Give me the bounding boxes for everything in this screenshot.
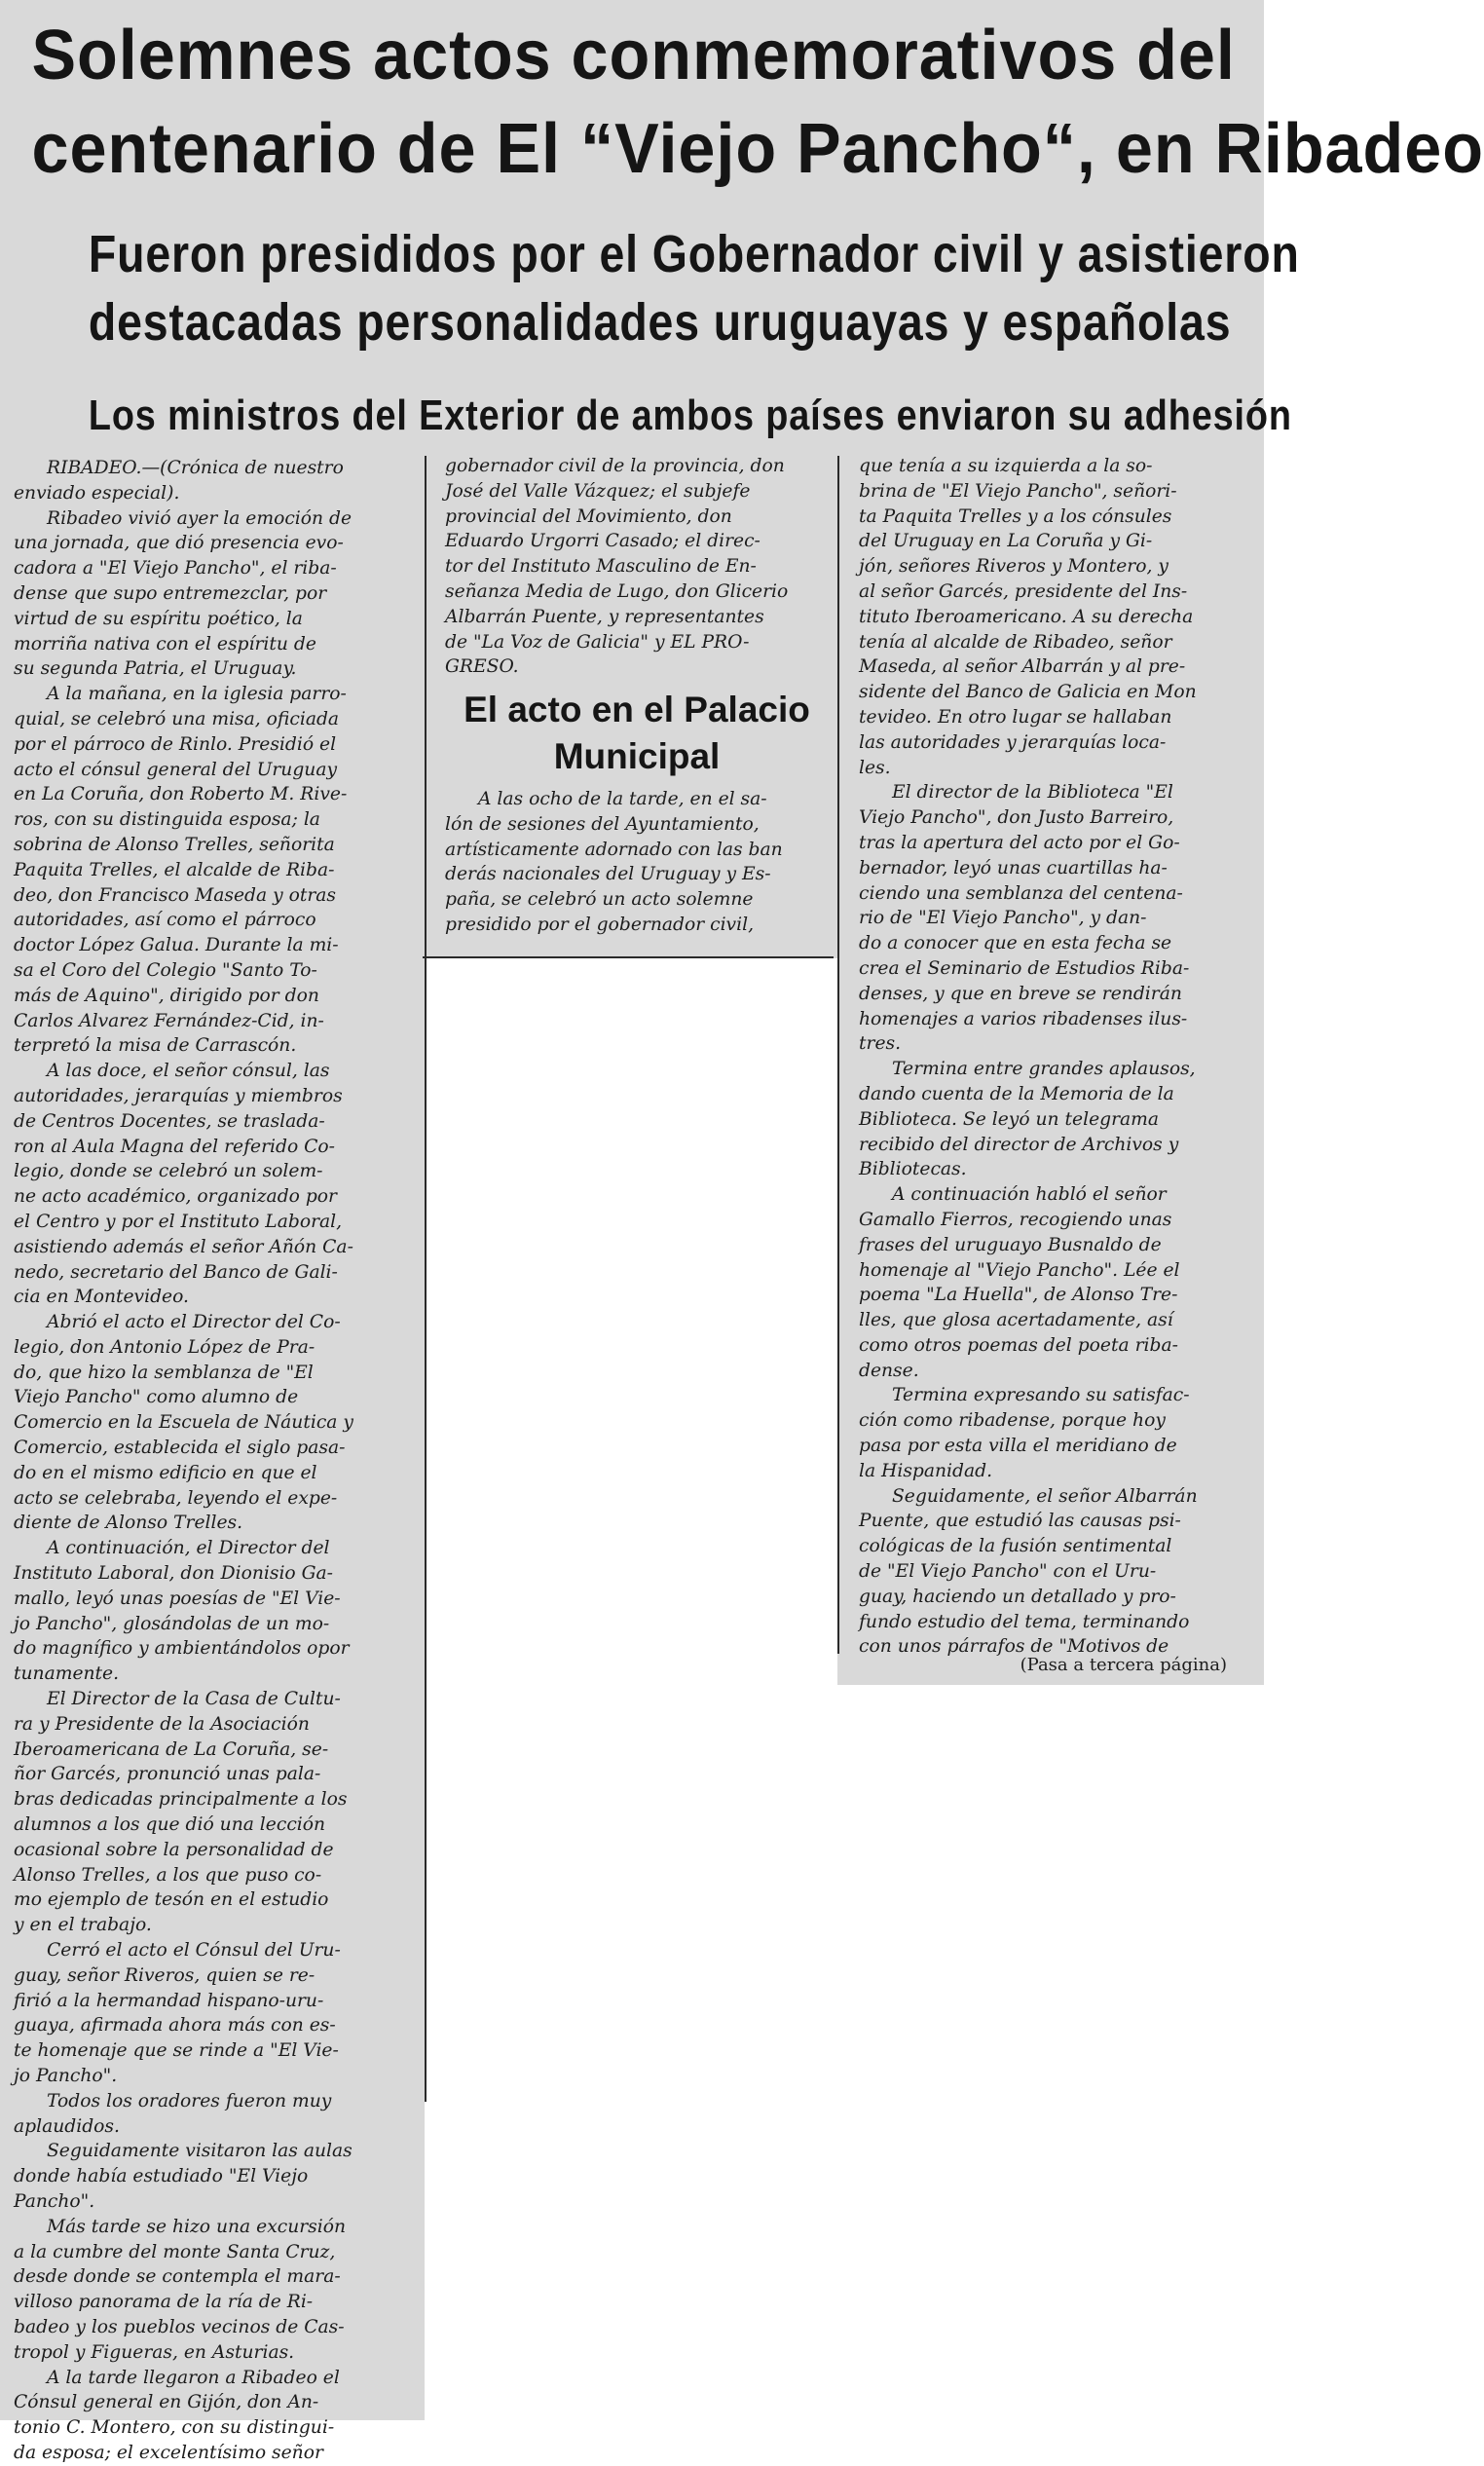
text-line: ta Paquita Trelles y a los cónsules <box>859 505 1172 527</box>
text-line: acto se celebraba, leyendo el expe- <box>14 1487 338 1509</box>
text-line: con unos párrafos de "Motivos de <box>859 1636 1169 1658</box>
text-line: mallo, leyó unas poesías de "El Vie- <box>14 1588 341 1609</box>
text-line: fundo estudio del tema, terminando <box>859 1611 1190 1632</box>
text-line: A las doce, el señor cónsul, las <box>47 1061 330 1082</box>
text-line: por el párroco de Rinlo. Presidió el <box>14 733 337 755</box>
text-line: Cónsul general en Gijón, don An- <box>14 2392 319 2413</box>
text-line: virtud de su espíritu poético, la <box>14 608 303 629</box>
text-line: cadora a "El Viejo Pancho", el riba- <box>14 558 337 579</box>
text-line: de "El Viejo Pancho" con el Uru- <box>859 1561 1157 1583</box>
text-line: quial, se celebró una misa, oficiada <box>14 708 340 729</box>
text-line: tituto Iberoamericano. A su derecha <box>859 606 1194 627</box>
text-line: tres. <box>859 1033 902 1055</box>
text-line: sa el Coro del Colegio "Santo To- <box>14 959 317 981</box>
text-line: bras dedicadas principalmente a los <box>14 1789 348 1811</box>
text-line: frases del uruguayo Busnaldo de <box>859 1234 1162 1255</box>
text-line: do magnífico y ambientándolos opor <box>14 1638 350 1660</box>
text-line: do en el mismo edificio en que el <box>14 1462 317 1483</box>
text-line: ne acto académico, organizado por <box>14 1186 337 1208</box>
text-line: el Centro y por el Instituto Laboral, <box>14 1211 343 1232</box>
text-line: bernador, leyó unas cuartillas ha- <box>859 857 1168 878</box>
text-line: presidido por el gobernador civil, <box>445 914 755 935</box>
text-line: jón, señores Riveros y Montero, y <box>859 556 1169 578</box>
text-line: GRESO. <box>445 656 519 678</box>
text-line: autoridades, jerarquías y miembros <box>14 1085 343 1106</box>
text-line: cia en Montevideo. <box>14 1287 189 1308</box>
column-rule-2 <box>837 456 839 1654</box>
text-line: la Hispanidad. <box>859 1460 993 1481</box>
text-line: de "La Voz de Galicia" y EL PRO- <box>445 631 750 653</box>
article-column-2-bottom <box>445 787 833 938</box>
headline-line-2: centenario de El “Viejo Pancho“, en Ribadeo <box>31 110 1484 188</box>
text-line: do a conocer que en esta fecha se <box>859 933 1172 954</box>
text-line: badeo y los pueblos vecinos de Cas- <box>14 2316 345 2337</box>
text-line: dense que supo entremezclar, por <box>14 582 327 604</box>
clipping-cut-rule <box>423 956 834 958</box>
text-line: las autoridades y jerarquías loca- <box>859 731 1167 753</box>
text-line: da esposa; el excelentísimo señor <box>14 2442 323 2463</box>
text-line: guay, haciendo un detallado y pro- <box>859 1586 1176 1607</box>
text-line: RIBADEO.—(Crónica de nuestro <box>47 458 344 478</box>
text-line: tunamente. <box>14 1663 120 1685</box>
text-line: en La Coruña, don Roberto M. Rive- <box>14 784 348 805</box>
text-line: les. <box>859 757 891 778</box>
text-line: te homenaje que se rinde a "El Vie- <box>14 2040 339 2062</box>
text-line: que tenía a su izquierda a la so- <box>859 456 1153 476</box>
text-line: de Centros Docentes, se traslada- <box>14 1110 325 1132</box>
text-line: dense. <box>859 1360 919 1381</box>
text-line: jo Pancho", glosándolas de un mo- <box>14 1613 330 1634</box>
text-line: provincial del Movimiento, don <box>445 505 732 527</box>
text-line: una jornada, que dió presencia evo- <box>14 533 344 554</box>
headline-line-1: Solemnes actos conmemorativos del <box>31 17 1236 94</box>
text-line: Biblioteca. Se leyó un telegrama <box>859 1108 1160 1130</box>
text-line: del Uruguay en La Coruña y Gi- <box>859 531 1153 552</box>
text-line: Iberoamericana de La Coruña, se- <box>14 1738 329 1760</box>
text-line: lles, que glosa acertadamente, así <box>859 1310 1173 1331</box>
text-line: tropol y Figueras, en Asturias. <box>14 2341 295 2363</box>
text-line: Termina entre grandes aplausos, <box>892 1059 1196 1080</box>
text-line: guay, señor Riveros, quien se re- <box>14 1964 315 1986</box>
text-line: tor del Instituto Masculino de En- <box>445 556 757 578</box>
text-line: Pancho". <box>14 2190 95 2212</box>
text-line: ción como ribadense, porque hoy <box>859 1410 1166 1432</box>
text-line: Termina expresando su satisfac- <box>892 1385 1190 1406</box>
text-line: cológicas de la fusión sentimental <box>859 1536 1172 1557</box>
text-line: Viejo Pancho" como alumno de <box>14 1387 299 1408</box>
text-line: señanza Media de Lugo, don Glicerio <box>445 580 789 602</box>
text-line: donde había estudiado "El Viejo <box>14 2166 309 2187</box>
text-line: Paquita Trelles, el alcalde de Riba- <box>14 859 335 880</box>
article-column-2-top <box>445 454 833 680</box>
text-line: legio, don Antonio López de Pra- <box>14 1336 315 1358</box>
section-subhead: El acto en el Palacio Municipal <box>464 690 810 776</box>
article-column-1 <box>14 456 421 2466</box>
text-line: Ribadeo vivió ayer la emoción de <box>47 507 352 529</box>
text-line: ciendo una semblanza del centena- <box>859 882 1183 904</box>
text-line: Eduardo Urgorri Casado; el direc- <box>445 531 761 552</box>
text-line: El director de la Biblioteca "El <box>892 782 1173 803</box>
text-line: Instituto Laboral, don Dionisio Ga- <box>14 1563 333 1585</box>
deck-line-2: destacadas personalidades uruguayas y españolas <box>88 293 1232 352</box>
text-line: más de Aquino", dirigido por don <box>14 985 319 1006</box>
text-line: mo ejemplo de tesón en el estudio <box>14 1889 329 1911</box>
text-line: Viejo Pancho", don Justo Barreiro, <box>859 807 1174 829</box>
text-line: paña, se celebró un acto solemne <box>445 889 754 911</box>
text-line: brina de "El Viejo Pancho", señori- <box>859 480 1177 502</box>
text-line: Gamallo Fierros, recogiendo unas <box>859 1209 1172 1230</box>
text-line: denses, y que en breve se rendirán <box>859 983 1182 1004</box>
text-line: ra y Presidente de la Asociación <box>14 1713 310 1735</box>
text-line: rio de "El Viejo Pancho", y dan- <box>859 908 1147 929</box>
text-line: legio, donde se celebró un solem- <box>14 1161 323 1182</box>
deck-line-1: Fueron presididos por el Gobernador civil y asistieron <box>88 225 1300 283</box>
text-line: tonio C. Montero, con su distingui- <box>14 2417 335 2439</box>
text-line: Cerró el acto el Cónsul del Uru- <box>47 1940 341 1962</box>
text-line: ron al Aula Magna del referido Co- <box>14 1136 335 1157</box>
text-line: ocasional sobre la personalidad de <box>14 1839 334 1860</box>
text-line: Más tarde se hizo una excursión <box>47 2216 347 2237</box>
text-line: recibido del director de Archivos y <box>859 1134 1179 1155</box>
text-line: enviado especial). <box>14 482 180 504</box>
article-column-3 <box>859 454 1248 1660</box>
continuation-note: (Pasa a tercera página) <box>1020 1655 1227 1675</box>
text-line: dando cuenta de la Memoria de la <box>859 1083 1174 1104</box>
text-line: autoridades, así como el párroco <box>14 910 316 931</box>
text-line: tenía al alcalde de Ribadeo, señor <box>859 631 1172 653</box>
text-line: Todos los oradores fueron muy <box>47 2090 332 2111</box>
text-line: doctor López Galua. Durante la mi- <box>14 935 339 956</box>
text-line: diente de Alonso Trelles. <box>14 1513 243 1534</box>
text-line: terpretó la misa de Carrascón. <box>14 1035 297 1057</box>
text-line: Comercio, establecida el siglo pasa- <box>14 1438 346 1459</box>
text-line: desde donde se contempla el mara- <box>14 2266 341 2288</box>
text-line: poema "La Huella", de Alonso Tre- <box>859 1285 1178 1306</box>
text-line: El Director de la Casa de Cultu- <box>47 1689 341 1710</box>
text-line: Seguidamente, el señor Albarrán <box>892 1485 1198 1507</box>
text-line: A las ocho de la tarde, en el sa- <box>478 789 767 809</box>
text-line: lón de sesiones del Ayuntamiento, <box>445 813 760 835</box>
text-line: morriña nativa con el espíritu de <box>14 633 316 654</box>
text-line: Albarrán Puente, y representantes <box>445 606 764 627</box>
text-line: sidente del Banco de Galicia en Mon <box>859 682 1197 703</box>
text-line: Abrió el acto el Director del Co- <box>47 1312 341 1333</box>
text-line: artísticamente adornado con las ban <box>445 839 783 860</box>
text-line: Bibliotecas. <box>859 1159 967 1180</box>
text-line: asistiendo además el señor Añón Ca- <box>14 1236 353 1257</box>
text-line: A la mañana, en la iglesia parro- <box>47 684 347 705</box>
text-line: a la cumbre del monte Santa Cruz, <box>14 2241 336 2262</box>
text-line: firió a la hermandad hispano-uru- <box>14 1990 324 2011</box>
text-line: jo Pancho". <box>14 2066 118 2086</box>
text-line: derás nacionales del Uruguay y Es- <box>445 864 771 885</box>
text-line: deo, don Francisco Maseda y otras <box>14 884 337 906</box>
text-line: su segunda Patria, el Uruguay. <box>14 658 297 680</box>
text-line: Puente, que estudió las causas psi- <box>859 1511 1181 1532</box>
text-line: nedo, secretario del Banco de Gali- <box>14 1261 338 1283</box>
text-line: crea el Seminario de Estudios Riba- <box>859 957 1190 979</box>
text-line: al señor Garcés, presidente del Ins- <box>859 580 1188 602</box>
text-line: Alonso Trelles, a los que puso co- <box>14 1864 322 1886</box>
text-line: gobernador civil de la provincia, don <box>445 456 785 476</box>
text-line: tras la apertura del acto por el Go- <box>859 832 1180 853</box>
text-line: aplaudidos. <box>14 2115 120 2137</box>
text-line: sobrina de Alonso Trelles, señorita <box>14 834 335 855</box>
text-line: tevideo. En otro lugar se hallaban <box>859 706 1172 728</box>
text-line: A continuación habló el señor <box>892 1184 1167 1206</box>
text-line: homenajes a varios ribadenses ilus- <box>859 1008 1188 1029</box>
text-line: Carlos Alvarez Fernández-Cid, in- <box>14 1010 324 1031</box>
text-line: ros, con su distinguida esposa; la <box>14 809 320 831</box>
text-line: A continuación, el Director del <box>47 1538 330 1559</box>
text-line: ñor Garcés, pronunció unas pala- <box>14 1764 321 1785</box>
text-line: Comercio en la Escuela de Náutica y <box>14 1412 353 1434</box>
text-line: Seguidamente visitaron las aulas <box>47 2141 352 2162</box>
text-line: A la tarde llegaron a Ribadeo el <box>47 2367 340 2388</box>
text-line: homenaje al "Viejo Pancho". Lée el <box>859 1259 1180 1281</box>
text-line: pasa por esta villa el meridiano de <box>859 1436 1177 1457</box>
text-line: como otros poemas del poeta riba- <box>859 1334 1178 1356</box>
text-line: villoso panorama de la ría de Ri- <box>14 2292 314 2313</box>
text-line: José del Valle Vázquez; el subjefe <box>445 480 751 502</box>
text-line: alumnos a los que dió una lección <box>14 1814 326 1836</box>
column-rule-1 <box>425 456 427 2102</box>
text-line: guaya, afirmada ahora más con es- <box>14 2015 336 2036</box>
subdeck: Los ministros del Exterior de ambos países enviaron su adhesión <box>88 392 1292 439</box>
text-line: acto el cónsul general del Uruguay <box>14 759 338 780</box>
text-line: y en el trabajo. <box>14 1915 152 1936</box>
text-line: do, que hizo la semblanza de "El <box>14 1362 314 1383</box>
text-line: Maseda, al señor Albarrán y al pre- <box>859 656 1186 678</box>
